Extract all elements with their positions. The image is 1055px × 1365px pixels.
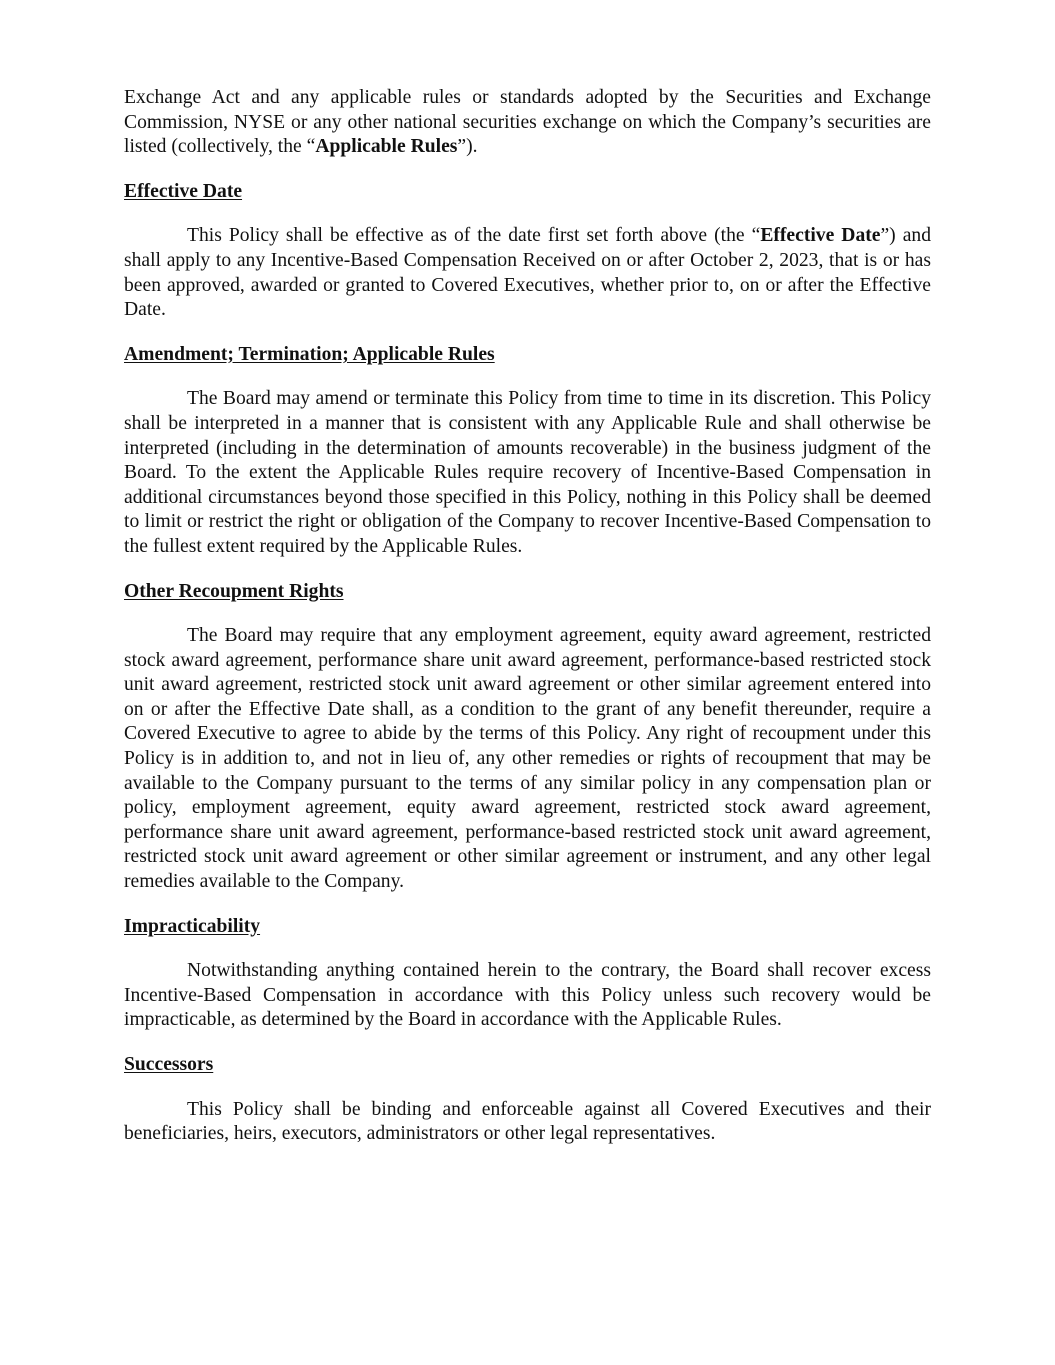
applicable-rules-term: Applicable Rules xyxy=(315,136,458,158)
document-page xyxy=(124,86,931,1167)
impracticability-heading: Impracticability xyxy=(124,915,261,937)
successors-heading: Successors xyxy=(124,1054,214,1075)
successors-paragraph: This Policy shall be binding and enforceable against all Covered Executives and their beneficiaries, heirs, executors, administrators or other legal representatives. xyxy=(124,1098,931,1145)
section-effective-date xyxy=(124,180,931,323)
amendment-heading: Amendment; Termination; Applicable Rules xyxy=(124,343,495,365)
section-amendment xyxy=(124,343,931,560)
effective-date-text-before: This Policy shall be effective as of the date first set forth above (the “ xyxy=(187,225,761,247)
section-successors xyxy=(124,1053,931,1147)
amendment-paragraph: The Board may amend or terminate this Policy from time to time in its discretion. This Policy shall be interpreted in a manner that is consistent with any Applicable Rule and shall otherwise be interpreted (including in the determination of amounts recoverable) in the business judgment of the Board. To the extent the Applicable Rules require recovery of Incentive-Based Compensation in additional circumstances beyond those specified in this Policy, nothing in this Policy shall be deemed to limit or restrict the right or obligation of the Company to recover Incentive-Based Compensation to the fullest extent required by the Applicable Rules. xyxy=(124,388,931,557)
other-recoupment-paragraph: The Board may require that any employment agreement, equity award agreement, restricted stock award agreement, performance share unit award agreement, performance-based restricted stock unit award agreement, restricted stock unit award agreement or other similar agreement entered into on or after the Effective Date shall, as a condition to the grant of any benefit thereunder, require a Covered Executive to agree to abide by the terms of this Policy. Any right of recoupment under this Policy is in addition to, and not in lieu of, any other remedies or rights of recoupment that may be available to the Company pursuant to the terms of any similar policy in any compensation plan or policy, employment agreement, equity award agreement, restricted stock award agreement, performance share unit award agreement, performance-based restricted stock unit award agreement, restricted stock unit award agreement or other similar agreement or instrument, and any other legal remedies available to the Company. xyxy=(124,625,931,893)
effective-date-heading: Effective Date xyxy=(124,180,243,202)
effective-date-term: Effective Date xyxy=(760,225,881,247)
effective-date-text-after: ”) and shall apply to any Incentive-Based Compensation Received on or after October 2, 2023, that is or has been approved, awarded or granted to Covered Executives, whether prior to, on or after the Effective Date. xyxy=(124,225,931,321)
impracticability-paragraph: Notwithstanding anything contained herein to the contrary, the Board shall recover excess Incentive-Based Compensation in accordance with this Policy unless such recovery would be impracticable, as determined by the Board in accordance with the Applicable Rules. xyxy=(124,960,931,1031)
section-other-recoupment xyxy=(124,580,931,895)
intro-text-before: Exchange Act and any applicable rules or standards adopted by the Securities and Exchange Commission, NYSE or any other national securities exchange on which the Company’s securities are listed (collectively, the “ xyxy=(124,87,931,158)
intro-text-after: ”). xyxy=(457,136,478,158)
section-impracticability xyxy=(124,915,931,1033)
other-recoupment-heading: Other Recoupment Rights xyxy=(124,580,344,602)
effective-date-paragraph xyxy=(124,224,931,322)
intro-paragraph xyxy=(124,86,931,160)
